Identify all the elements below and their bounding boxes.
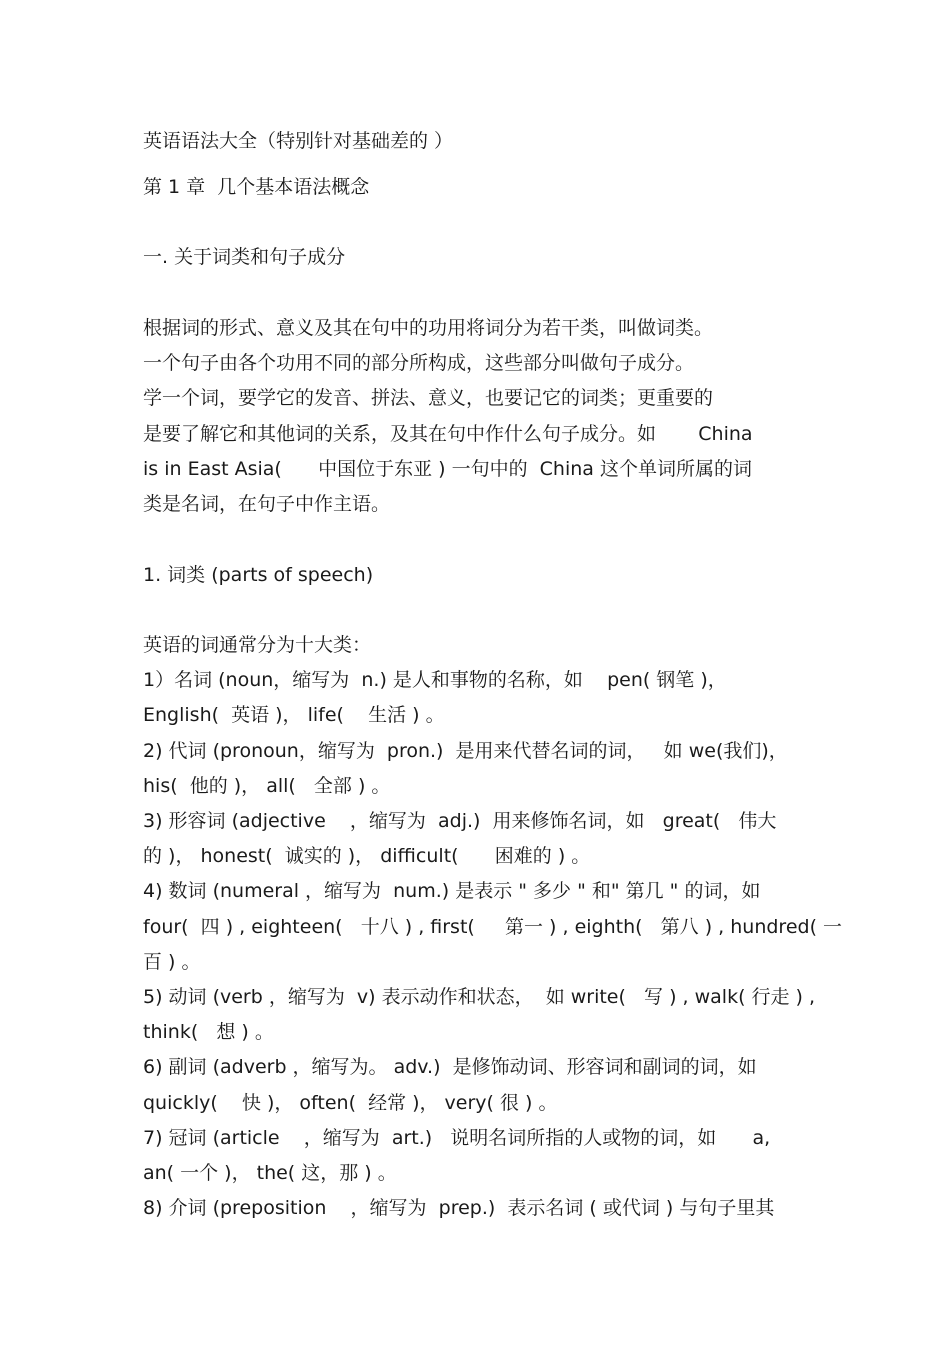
list-item-line: 6) 副词 (adverb ，缩写为。 adv.) 是修饰动词、形容词和副词的词，如 (143, 1056, 757, 1078)
intro-line: 类是名词，在句子中作主语。 (143, 493, 391, 515)
chapter-heading: 第 1 章 几个基本语法概念 (143, 176, 370, 198)
intro-line: 是要了解它和其他词的关系，及其在句中作什么句子成分。如 China (143, 423, 753, 445)
intro-line: 根据词的形式、意义及其在句中的功用将词分为若干类，叫做词类。 (143, 317, 714, 339)
list-item-line: an( 一个 )， the( 这，那 ) 。 (143, 1162, 397, 1184)
list-item-line: English( 英语 )， life( 生活 ) 。 (143, 704, 445, 726)
list-item-line: 5) 动词 (verb ，缩写为 v) 表示动作和状态， 如 write( 写 ) , walk( 行走 ) , (143, 986, 816, 1008)
list-item-line: four( 四 ) , eighteen( 十八 ) , first( 第一 ) , eighth( 第八 ) , hundred( 一 (143, 916, 843, 938)
intro-line: is in East Asia( 中国位于东亚 ) 一句中的 China 这个单词所属的词 (143, 458, 752, 480)
list-item-line: 4) 数词 (numeral ，缩写为 num.) 是表示 " 多少 " 和" 第几 " 的词，如 (143, 880, 761, 902)
list-item-line: his( 他的 )， all( 全部 ) 。 (143, 775, 391, 797)
document-title: 英语语法大全（特别针对基础差的 ） (143, 130, 454, 152)
list-intro: 英语的词通常分为十大类： (143, 634, 372, 656)
list-item-line: 1）名词 (noun，缩写为 n.) 是人和事物的名称，如 pen( 钢笔 )， (143, 669, 727, 691)
intro-line: 一个句子由各个功用不同的部分所构成，这些部分叫做句子成分。 (143, 352, 695, 374)
list-item-line: 百 ) 。 (143, 951, 201, 973)
subsection-heading: 1. 词类 (parts of speech) (143, 564, 374, 586)
list-item-line: quickly( 快 )， often( 经常 )， very( 很 ) 。 (143, 1092, 558, 1114)
section-heading: 一. 关于词类和句子成分 (143, 246, 346, 268)
intro-line: 学一个词，要学它的发音、拼法、意义，也要记它的词类；更重要的 (143, 387, 714, 409)
list-item-line: 3) 形容词 (adjective ，缩写为 adj.) 用来修饰名词，如 great( 伟大 (143, 810, 777, 832)
list-item-line: 的 )， honest( 诚实的 )， difficult( 困难的 ) 。 (143, 845, 591, 867)
list-item-line: 7) 冠词 (article ，缩写为 art.) 说明名词所指的人或物的词，如 a, (143, 1127, 771, 1149)
list-item-line: think( 想 ) 。 (143, 1021, 274, 1043)
list-item-line: 8) 介词 (preposition ，缩写为 prep.) 表示名词 ( 或代词 ) 与句子里其 (143, 1197, 775, 1219)
list-item-line: 2) 代词 (pronoun，缩写为 pron.) 是用来代替名词的词， 如 we(我们)， (143, 740, 788, 762)
